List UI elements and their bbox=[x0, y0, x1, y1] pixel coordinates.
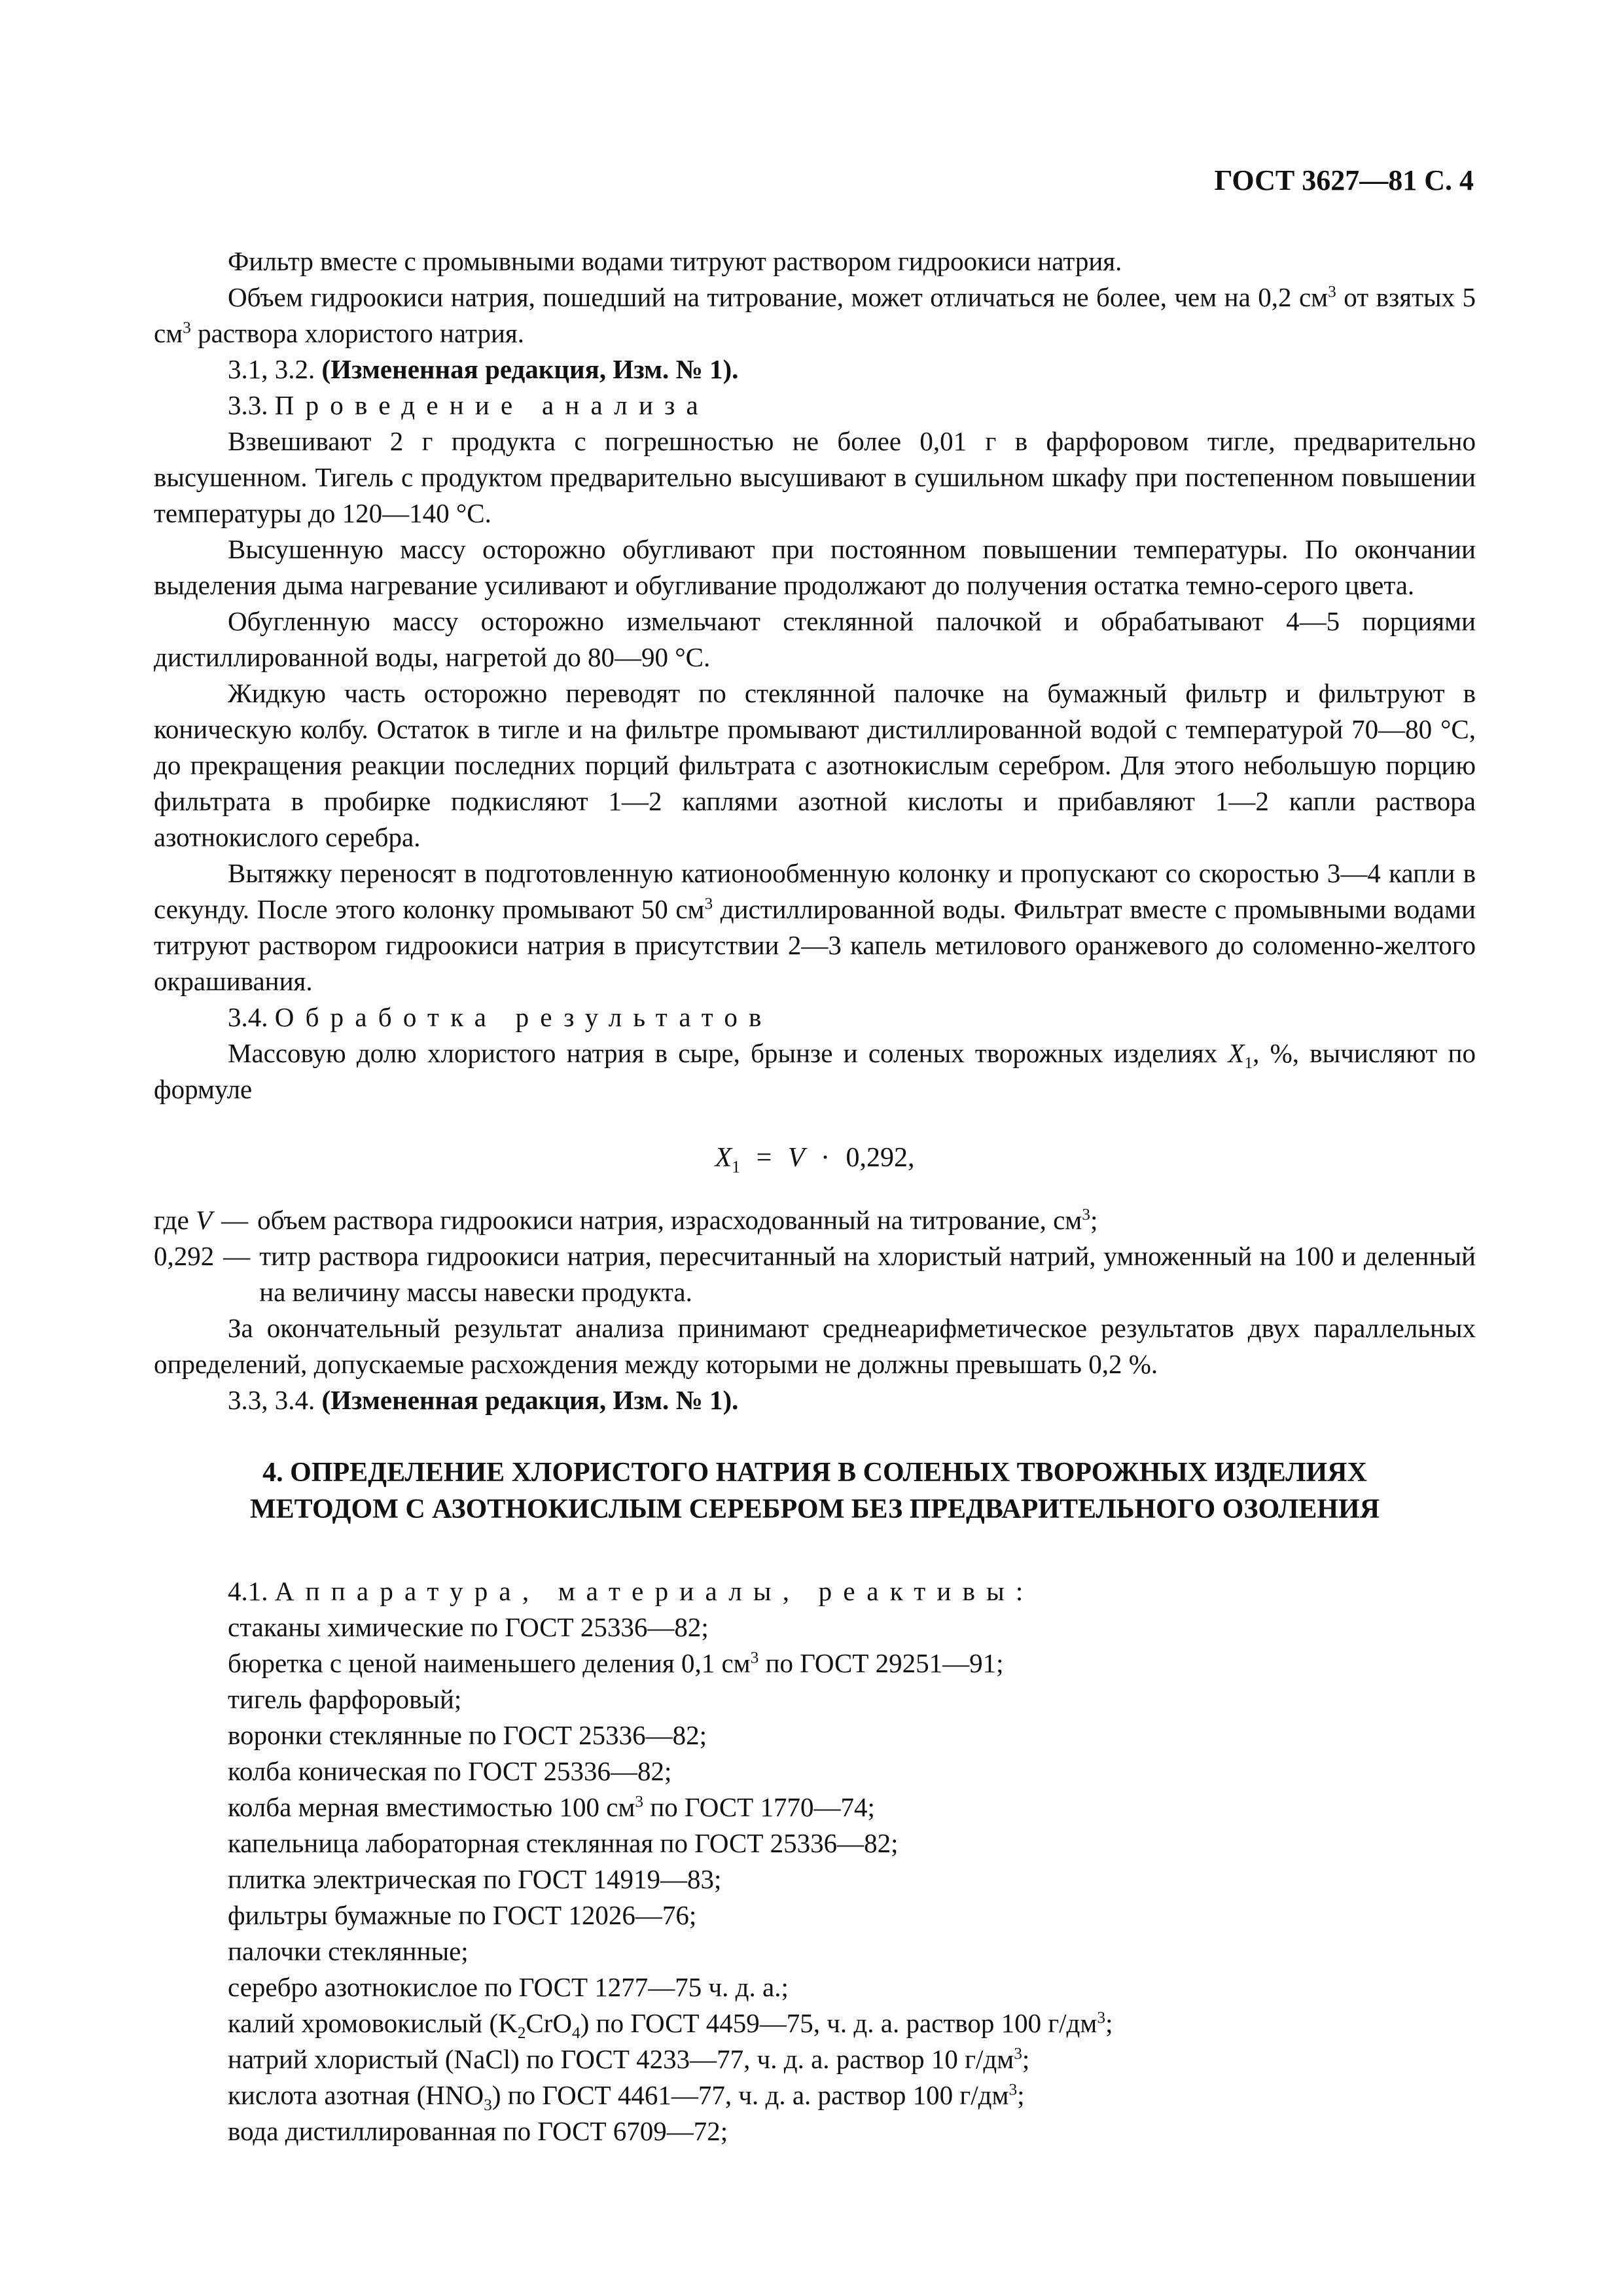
paragraph: За окончательный результат анализа принимают среднеарифметическое результатов двух параллельных определений, допускаемые расхождения между которыми не должны превышать 0,2 %. bbox=[154, 1313, 1476, 1379]
text: по ГОСТ 29251—91; bbox=[758, 1648, 1004, 1678]
spaced-heading: Аппаратура, материалы, реактивы: bbox=[274, 1576, 1035, 1606]
superscript: 3 bbox=[1328, 282, 1336, 301]
list-item bbox=[154, 2005, 1476, 2041]
list-item: воронки стеклянные по ГОСТ 25336—82; bbox=[228, 1720, 707, 1750]
text: ; bbox=[1017, 2080, 1025, 2110]
text: по ГОСТ 1770—74; bbox=[643, 1792, 875, 1822]
definition-text bbox=[257, 1202, 1476, 1238]
formula-variable: V bbox=[787, 1143, 805, 1173]
definition-text: титр раствора гидроокиси натрия, пересчитанный на хлористый натрий, умноженный на 100 и деленный на величину массы навески продукта. bbox=[259, 1241, 1476, 1307]
text: кислота азотная (HNO bbox=[228, 2080, 484, 2110]
text: 3.3, 3.4. bbox=[228, 1385, 322, 1415]
superscript: 3 bbox=[1014, 2044, 1022, 2063]
superscript: 3 bbox=[750, 1648, 759, 1667]
superscript: 3 bbox=[1082, 1205, 1090, 1224]
text: объем раствора гидроокиси натрия, израсходованный на титрование, см bbox=[257, 1205, 1082, 1235]
subsection-number: 4.1. bbox=[228, 1576, 275, 1606]
subsection-number: 3.3. bbox=[228, 390, 275, 420]
page-header: ГОСТ 3627—81 С. 4 bbox=[1214, 164, 1474, 196]
subsection-heading bbox=[154, 387, 1476, 423]
paragraph: Высушенную массу осторожно обугливают при постоянном повышении температуры. По окончании выделения дыма нагревание усиливают и обугливание продолжают до получения остатка темно-серого цвета. bbox=[154, 534, 1476, 600]
text: ) по ГОСТ 4461—77, ч. д. а. раствор 100 г/дм bbox=[491, 2080, 1009, 2110]
list-item: серебро азотнокислое по ГОСТ 1277—75 ч. д. а.; bbox=[228, 1972, 789, 2002]
spaced-heading: Обработка результатов bbox=[274, 1002, 773, 1032]
paragraph: Фильтр вместе с промывными водами титруют раствором гидроокиси натрия. bbox=[228, 246, 1122, 276]
list-item bbox=[154, 2041, 1476, 2077]
dash: — bbox=[223, 1241, 251, 1271]
paragraph bbox=[154, 1035, 1476, 1107]
superscript: 3 bbox=[635, 1792, 644, 1811]
text: Объем гидроокиси натрия, пошедший на титрование, может отличаться не более, чем на 0,2 см bbox=[228, 282, 1329, 312]
text: , %, вычисляют по формуле bbox=[154, 1038, 1476, 1104]
text: 3.1, 3.2. bbox=[228, 354, 322, 384]
variable: V bbox=[196, 1205, 213, 1235]
paragraph: Обугленную массу осторожно измельчают стеклянной палочкой и обрабатывают 4—5 порциями дистиллированной воды, нагретой до 80—90 °С. bbox=[154, 606, 1476, 672]
section-title-line: МЕТОДОМ С АЗОТНОКИСЛЫМ СЕРЕБРОМ БЕЗ ПРЕДВАРИТЕЛЬНОГО ОЗОЛЕНИЯ bbox=[249, 1494, 1380, 1524]
bold-text: (Измененная редакция, Изм. № 1). bbox=[321, 354, 739, 384]
text: ) по ГОСТ 4459—75, ч. д. а. раствор 100 г/дм bbox=[580, 2008, 1097, 2038]
subscript: 1 bbox=[732, 1157, 741, 1177]
list-item: фильтры бумажные по ГОСТ 12026—76; bbox=[228, 1900, 697, 1930]
amendment-note bbox=[154, 351, 1476, 387]
subsection-number: 3.4. bbox=[228, 1002, 275, 1032]
text: = bbox=[740, 1143, 788, 1173]
text: ; bbox=[1105, 2008, 1113, 2038]
list-item bbox=[154, 1645, 1476, 1681]
text: · 0,292, bbox=[804, 1143, 915, 1173]
bold-text: (Измененная редакция, Изм. № 1). bbox=[321, 1385, 739, 1415]
materials-list bbox=[154, 1573, 1476, 2149]
definition-row bbox=[154, 1238, 1476, 1310]
list-item: стаканы химические по ГОСТ 25336—82; bbox=[228, 1612, 709, 1642]
spaced-heading: Проведение анализа bbox=[274, 390, 709, 420]
text: калий хромовокислый (K bbox=[228, 2008, 518, 2038]
text: раствора хлористого натрия. bbox=[190, 318, 525, 348]
definition-row bbox=[154, 1202, 1476, 1238]
text: Массовую долю хлористого натрия в сыре, брынзе и соленых творожных изделиях bbox=[228, 1038, 1228, 1068]
formula bbox=[154, 1140, 1476, 1176]
definition-term bbox=[154, 1202, 212, 1238]
subscript: 1 bbox=[1244, 1054, 1253, 1073]
text: ; bbox=[1090, 1205, 1098, 1235]
definition-term: 0,292 bbox=[154, 1241, 215, 1271]
text: где bbox=[154, 1205, 196, 1235]
superscript: 3 bbox=[183, 318, 191, 337]
list-item: палочки стеклянные; bbox=[228, 1936, 469, 1966]
list-item bbox=[154, 1789, 1476, 1825]
list-item: тигель фарфоровый; bbox=[228, 1684, 462, 1714]
superscript: 3 bbox=[1097, 2008, 1106, 2027]
list-item: капельница лабораторная стеклянная по ГОСТ 25336—82; bbox=[228, 1828, 899, 1858]
text: дистиллированной воды. Фильтрат вместе с промывными водами титруют раствором гидроокиси натрия в присутствии 2—3 капель метилового оранжевого до соломенно-желтого окрашивания. bbox=[154, 894, 1476, 996]
subsection-heading bbox=[154, 1573, 1476, 1609]
formula-variable: X bbox=[715, 1143, 732, 1173]
paragraph bbox=[154, 279, 1476, 351]
dash: — bbox=[221, 1205, 249, 1235]
subscript: 4 bbox=[572, 2024, 580, 2043]
section-title bbox=[154, 1454, 1476, 1528]
text: колба мерная вместимостью 100 см bbox=[228, 1792, 635, 1822]
list-item: плитка электрическая по ГОСТ 14919—83; bbox=[228, 1864, 722, 1894]
subscript: 3 bbox=[484, 2096, 492, 2115]
section-title-line: 4. ОПРЕДЕЛЕНИЕ ХЛОРИСТОГО НАТРИЯ В СОЛЕНЫХ ТВОРОЖНЫХ ИЗДЕЛИЯХ bbox=[262, 1458, 1367, 1488]
superscript: 3 bbox=[1008, 2080, 1018, 2099]
list-item: колба коническая по ГОСТ 25336—82; bbox=[228, 1756, 672, 1786]
amendment-note bbox=[154, 1382, 1476, 1418]
text: ; bbox=[1022, 2044, 1030, 2074]
text: CrO bbox=[526, 2008, 573, 2038]
superscript: 3 bbox=[704, 894, 713, 913]
subscript: 2 bbox=[517, 2024, 526, 2043]
paragraph bbox=[154, 855, 1476, 999]
variable: X bbox=[1228, 1038, 1245, 1068]
text: от взятых 5 см bbox=[154, 282, 1476, 348]
document-body bbox=[154, 243, 1476, 2149]
paragraph: Взвешивают 2 г продукта с погрешностью не более 0,01 г в фарфоровом тигле, предварительно высушенном. Тигель с продуктом предварительно высушивают в сушильном шкафу при постепенном повышении температуры до 120—140 °С. bbox=[154, 426, 1476, 528]
paragraph: Жидкую часть осторожно переводят по стеклянной палочке на бумажный фильтр и фильтруют в коническую колбу. Остаток в тигле и на фильтре промывают дистиллированной водой с температурой 70—80 °С, до прекращения реакции последних порций фильтрата с азотнокислым серебром. Для этого небольшую порцию фильтрата в пробирке подкисляют 1—2 каплями азотной кислоты и прибавляют 1—2 капли раствора азотнокислого серебра. bbox=[154, 678, 1476, 852]
text: Вытяжку переносят в подготовленную катионообменную колонку и пропускают со скоростью 3—4 капли в секунду. После этого колонку промывают 50 см bbox=[154, 858, 1476, 924]
text: натрий хлористый (NaCl) по ГОСТ 4233—77, ч. д. а. раствор 10 г/дм bbox=[228, 2044, 1014, 2074]
text: бюретка с ценой наименьшего деления 0,1 см bbox=[228, 1648, 751, 1678]
list-item: вода дистиллированная по ГОСТ 6709—72; bbox=[228, 2116, 728, 2146]
subsection-heading bbox=[154, 999, 1476, 1035]
list-item bbox=[154, 2077, 1476, 2113]
